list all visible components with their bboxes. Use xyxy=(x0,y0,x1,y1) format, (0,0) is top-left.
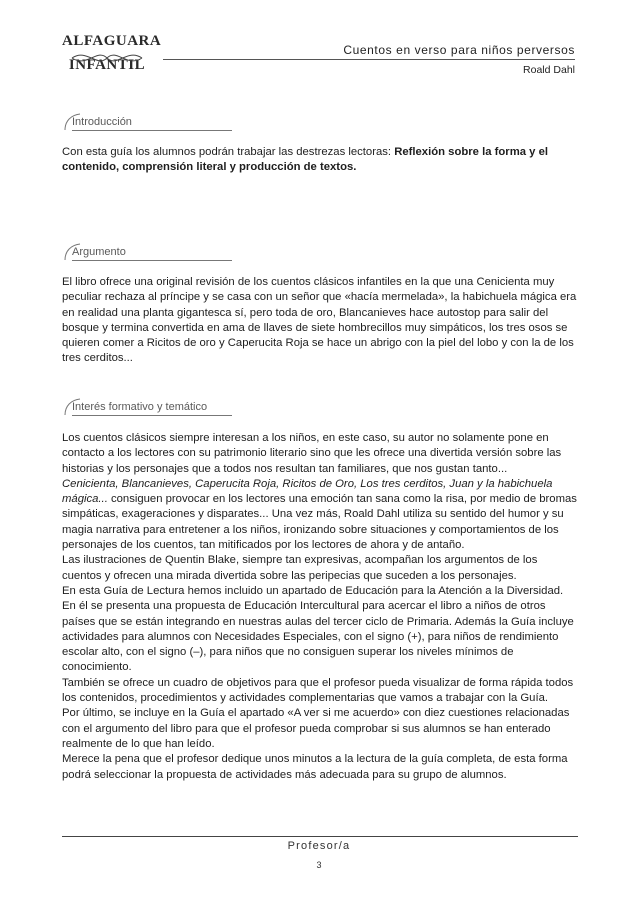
argument-text: El libro ofrece una original revisión de los cuentos clásicos infantiles en la que una Cenicienta muy peculiar rechaza al príncipe y se casa con un señor que «hacía mermelada», la habichuela mágica era en realidad una planta gigantesca sí, pero toda de oro, Blancanieves hace autostop para salir del bosque y termina convertida en ama de llaves de siete hombrecillos muy simpáticos, los tres osos se quieren comer a Ricitos de oro y Caperucita Roja se hace un abrigo con la piel del lobo y con la de los tres cerditos... xyxy=(62,276,577,365)
logo-ornament-icon xyxy=(62,50,152,66)
logo-line-1: ALFAGUARA xyxy=(62,33,162,49)
footer-label: Profesor/a xyxy=(287,840,351,852)
book-title: Cuentos en verso para niños perversos xyxy=(343,43,575,57)
header-divider xyxy=(163,59,575,60)
section-title-interest: Interés formativo y temático xyxy=(72,401,208,413)
interest-paragraph-2-rest: consiguen provocar en los lectores una emoción tan sana como la risa, por medio de bromas simpáticas, exageraciones y disparates... Una vez más, Roald Dahl utiliza su sentido del humor y su magia narrativa para entretener a los niños, ironizando sobre situaciones y comportamientos de los personajes de los cuentos, tan mitificados por los lectores de ahora y de antaño. xyxy=(62,493,577,552)
interest-paragraph-7: Merece la pena que el profesor dedique unos minutos a la lectura de la guía completa, de esta forma podrá seleccionar la propuesta de actividades más adecuada para su grupo de alumnos. xyxy=(62,753,568,781)
logo-line-2: INFANTIL xyxy=(68,57,146,73)
heading-underline xyxy=(72,260,232,261)
argument-paragraph xyxy=(62,275,578,367)
interest-paragraph-3: Las ilustraciones de Quentin Blake, siempre tan expresivas, acompañan los argumentos de los cuentos y ofrecen una mirada divertida sobre las peripecias que suceden a los personajes. xyxy=(62,554,538,582)
book-author: Roald Dahl xyxy=(523,64,575,76)
interest-paragraph-4: En esta Guía de Lectura hemos incluido un apartado de Educación para la Atención a la Diversidad. En él se presenta una propuesta de Educación Intercultural para acercar el libro a niños de otros países que se están integrando en nuestras aulas del tercer ciclo de Primaria. Además la Guía incluye actividades para alumnos con Necesidades Especiales, con el signo (+), para niños de rendimiento escolar alto, con el signo (–), para niños que no consiguen superar los niveles mínimos de conocimiento. xyxy=(62,584,574,674)
intro-paragraph xyxy=(62,145,578,176)
interest-body xyxy=(62,431,578,783)
section-heading-intro xyxy=(62,113,234,131)
section-title-intro: Introducción xyxy=(72,116,132,128)
footer-divider xyxy=(62,836,578,837)
page-number: 3 xyxy=(316,860,322,870)
interest-paragraph-6: Por último, se incluye en la Guía el apartado «A ver si me acuerdo» con diez cuestiones relacionadas con el argumento del libro para que el profesor pueda comprobar si sus alumnos se han enterado realmente de lo que han leído. xyxy=(62,707,570,750)
section-title-argument: Argumento xyxy=(72,246,126,258)
section-heading-interest xyxy=(62,398,234,416)
intro-bold-text: Reflexión sobre la forma y el contenido, comprensión literal y producción de textos. xyxy=(62,146,549,174)
interest-paragraph-2 xyxy=(62,477,578,553)
intro-text: Con esta guía los alumnos podrán trabajar las destrezas lectoras: xyxy=(62,146,395,158)
tale-titles-italic: Cenicienta, Blancanieves, Caperucita Roja, Ricitos de Oro, Los tres cerditos, Juan y la habichuela mágica... xyxy=(62,477,553,506)
interest-paragraph-1: Los cuentos clásicos siempre interesan a los niños, en este caso, su autor no solamente pone en contacto a los lectores con su patrimonio literario sino que les ofrece una divertida versión sobre las historias y los personajes que a todos nos resultan tan familiares, que nos gustan tanto... xyxy=(62,432,562,475)
heading-underline xyxy=(72,130,232,131)
heading-underline xyxy=(72,415,232,416)
interest-paragraph-5: También se ofrece un cuadro de objetivos para que el profesor pueda visualizar de forma rápida todos los contenidos, procedimientos y actividades complementarias que vamos a trabajar con la Guía. xyxy=(62,676,574,705)
section-heading-argument xyxy=(62,243,234,261)
